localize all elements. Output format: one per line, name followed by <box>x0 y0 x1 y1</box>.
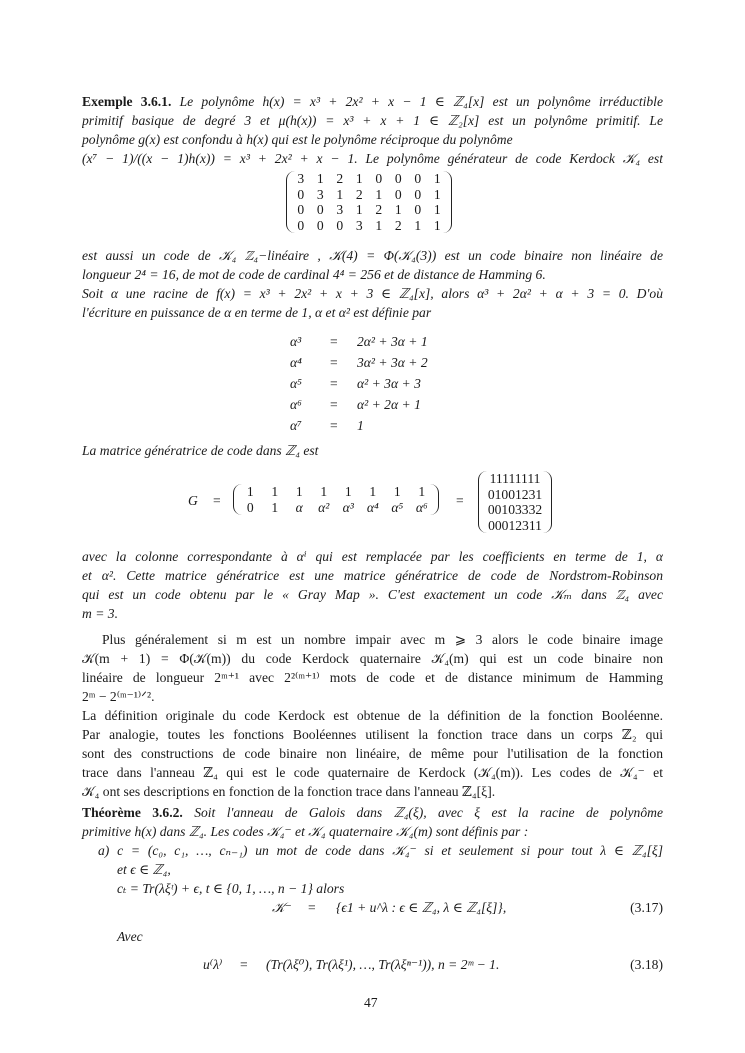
matrix-cell: 3 <box>355 217 363 233</box>
equation-number: (3.18) <box>630 957 663 972</box>
alpha-power-rhs: 1 <box>357 418 364 433</box>
alpha-power-rhs: α² + 3α + 3 <box>357 376 421 391</box>
alpha-power-equals: = <box>330 355 338 370</box>
example-line: Exemple 3.6.1. Le polynôme h(x) = x³ + 2x² + x − 1 ∈ ℤ₄[x] est un polynôme irréductible <box>82 94 663 109</box>
text-line: et α². Cette matrice génératrice est une matrice génératrice de code de Nordstrom-Robinson <box>82 568 663 583</box>
matrix-row <box>291 187 447 203</box>
matrix-cell: α⁵ <box>391 499 404 515</box>
matrix-cell: 0 <box>414 171 422 186</box>
alpha-power-lhs: α⁵ <box>290 376 302 391</box>
matrix-cell: α⁶ <box>415 499 428 515</box>
matrix-row <box>482 502 548 518</box>
matrix-cell: 0 <box>336 217 344 233</box>
alpha-power-lhs: α⁷ <box>290 418 302 433</box>
matrix-cell: 1 <box>336 186 344 202</box>
matrix-cell: 1 <box>344 484 352 499</box>
alpha-power-equals: = <box>330 334 338 349</box>
matrix-cell: 1 <box>355 171 363 186</box>
matrix-cell: 0 <box>297 217 305 233</box>
text-line: est aussi un code de 𝒦₄ ℤ₄−linéaire , 𝒦(4) = Φ(𝒦₄(3)) est un code binaire non linéaire de <box>82 248 663 263</box>
matrix-row <box>238 500 434 516</box>
paragraph-line: Plus généralement si m est un nombre impair avec m ⩾ 3 alors le code binaire image <box>102 632 663 647</box>
matrix-cell: 1 <box>375 217 383 233</box>
matrix-cell: 2 <box>336 171 344 186</box>
G-matrix <box>233 484 439 515</box>
matrix-cell: 00012311 <box>488 517 542 533</box>
matrix-cell: 0 <box>414 202 422 217</box>
matrix-row <box>482 518 548 534</box>
matrix-cell: 1 <box>316 171 324 186</box>
matrix-cell: 1 <box>433 171 441 186</box>
matrix-cell: 01001231 <box>487 486 543 502</box>
paragraph-line: 𝒦(m + 1) = Φ(𝒦(m)) du code Kerdock quaternaire 𝒦₄(m) qui est un code binaire non <box>82 651 663 666</box>
matrix-cell: 2 <box>355 186 363 202</box>
matrix-cell: 0 <box>297 202 305 217</box>
matrix-cell: 1 <box>295 484 303 499</box>
text-line: l'écriture en puissance de α en terme de 1, α et α² est définie par <box>82 305 432 320</box>
eq-rel: = <box>308 900 316 915</box>
matrix-cell: 11111111 <box>489 471 541 486</box>
alpha-power-lhs: α³ <box>290 334 302 349</box>
matrix-cell: 3 <box>336 202 344 217</box>
matrix-cell: 1 <box>393 484 401 499</box>
paragraph-line: trace dans l'anneau ℤ₄ qui est le code quaternaire de Kerdock (𝒦₄(m)). Les codes de 𝒦₄⁻ et <box>82 765 663 780</box>
paragraph-line: Par analogie, toutes les fonctions Booléennes utilisent la fonction trace dans un corps ℤ₂ qui <box>82 727 663 742</box>
matrix-cell: 1 <box>246 484 254 499</box>
matrix-cell: 00103332 <box>487 502 543 517</box>
eq-rhs: {ϵ1 + u^λ : ϵ ∈ ℤ₄, λ ∈ ℤ₄[ξ]}, <box>336 900 507 915</box>
example-line: (x⁷ − 1)/((x − 1)h(x)) = x³ + 2x² + x − 1. Le polynôme générateur de code Kerdock 𝒦₄ est <box>82 151 663 166</box>
matrix-cell: 2 <box>394 217 402 233</box>
matrix-cell: 1 <box>433 202 441 217</box>
theorem-item-a: et ϵ ∈ ℤ₄, <box>117 862 171 877</box>
theorem-item-a: a) c = (c₀, c₁, …, cₙ₋₁) un mot de code dans 𝒦₄⁻ si et seulement si pour tout λ ∈ ℤ₄[ξ] <box>98 843 663 858</box>
text-line: La matrice génératrice de code dans ℤ₄ est <box>82 443 319 458</box>
matrix-cell: 1 <box>369 484 377 499</box>
text-line: longueur 2⁴ = 16, de mot de code de cardinal 4⁴ = 256 et de distance de Hamming 6. <box>82 267 546 282</box>
matrix-cell: 3 <box>297 171 305 186</box>
paragraph-line: La définition originale du code Kerdock est obtenue de la définition de la fonction Booléenne. <box>82 708 663 723</box>
G-label: G <box>188 493 198 508</box>
generator-matrix <box>286 171 452 233</box>
matrix-cell: 0 <box>375 171 383 186</box>
alpha-power-equals: = <box>330 418 338 433</box>
alpha-power-lhs: α⁴ <box>290 355 302 370</box>
matrix-cell: 1 <box>355 202 363 217</box>
paragraph-line: 2ᵐ − 2⁽ᵐ⁻¹⁾ᐟ². <box>82 689 155 704</box>
alpha-power-rhs: α² + 2α + 1 <box>357 397 421 412</box>
matrix-cell: 1 <box>433 186 441 202</box>
equation-number: (3.17) <box>630 900 663 915</box>
matrix-row <box>291 218 447 234</box>
theorem-line: primitive h(x) dans ℤ₄. Les codes 𝒦₄⁻ et 𝒦₄ quaternaire 𝒦₄(m) sont définis par : <box>82 824 529 839</box>
matrix-cell: 1 <box>271 484 279 499</box>
eq-rel: = <box>240 957 248 972</box>
matrix-cell: 0 <box>316 202 324 217</box>
paragraph-line: 𝒦₄ ont ses descriptions en fonction de la fonction trace dans l'anneau ℤ₄[ξ]. <box>82 784 496 799</box>
matrix-cell: 1 <box>418 484 426 499</box>
matrix-cell: 1 <box>320 484 328 499</box>
theorem-label: Théorème 3.6.2. <box>82 805 183 820</box>
matrix-cell: 0 <box>394 186 402 202</box>
matrix-cell: 1 <box>414 217 422 233</box>
matrix-cell: 1 <box>271 499 279 515</box>
eq-lhs: u⁽λ⁾ <box>203 957 223 972</box>
matrix-row <box>291 171 447 187</box>
matrix-cell: 0 <box>394 171 402 186</box>
text-line: m = 3. <box>82 606 118 621</box>
eq-lhs: 𝒦⁻ <box>272 900 292 915</box>
matrix-cell: 0 <box>316 217 324 233</box>
matrix-cell: 1 <box>375 186 383 202</box>
matrix-cell: 0 <box>414 186 422 202</box>
theorem-item-a: cₜ = Tr(λξᵗ) + ϵ, t ∈ {0, 1, …, n − 1} alors <box>117 881 345 896</box>
page-number: 47 <box>364 995 378 1010</box>
theorem-line: Théorème 3.6.2. Soit l'anneau de Galois dans ℤ₄(ξ), avec ξ est la racine de polynôme <box>82 805 663 820</box>
matrix-cell: 1 <box>433 217 441 233</box>
alpha-power-rhs: 2α² + 3α + 1 <box>357 334 428 349</box>
equals-sign: = <box>456 493 464 508</box>
matrix-cell: 0 <box>246 499 254 515</box>
matrix-cell: α⁴ <box>366 499 379 515</box>
alpha-power-rhs: 3α² + 3α + 2 <box>357 355 428 370</box>
matrix-cell: 3 <box>316 186 324 202</box>
text-line: qui est un code obtenu par le « Gray Map ». C'est exactement un code 𝒦ₘ dans ℤ₄ avec <box>82 587 663 602</box>
matrix-row <box>291 202 447 218</box>
matrix-row <box>238 484 434 500</box>
equals-sign: = <box>213 493 221 508</box>
paragraph-line: sont des constructions de code binaire non linéaire, de même pour l'utilisation de la fonction <box>82 746 663 761</box>
text-line: Soit α une racine de f(x) = x³ + 2x² + x + 3 ∈ ℤ₄[x], alors α³ + 2α² + α + 3 = 0. D'où <box>82 286 663 301</box>
G-binary-matrix <box>478 471 552 533</box>
matrix-cell: 2 <box>375 202 383 217</box>
alpha-power-equals: = <box>330 376 338 391</box>
alpha-power-lhs: α⁶ <box>290 397 302 412</box>
matrix-cell: α² <box>318 499 330 515</box>
eq-rhs: (Tr(λξ⁰), Tr(λξ¹), …, Tr(λξⁿ⁻¹)), n = 2ᵐ − 1. <box>266 957 500 972</box>
example-label: Exemple 3.6.1. <box>82 94 172 109</box>
matrix-row <box>482 471 548 487</box>
example-line: primitif basique de degré 3 et μ(h(x)) = x³ + x + 1 ∈ ℤ₂[x] est un polynôme primitif. Le <box>82 113 663 128</box>
matrix-cell: 0 <box>297 186 305 202</box>
text-line: avec la colonne correspondante à αⁱ qui est remplacée par les coefficients en terme de 1, α <box>82 549 663 564</box>
paragraph-line: linéaire de longueur 2ᵐ⁺¹ avec 2²⁽ᵐ⁺¹⁾ mots de code et de distance minimum de Hamming <box>82 670 663 685</box>
example-line: polynôme g(x) est confondu à h(x) qui est le polynôme réciproque du polynôme <box>82 132 513 147</box>
matrix-row <box>482 487 548 503</box>
matrix-cell: α³ <box>342 499 354 515</box>
alpha-power-equals: = <box>330 397 338 412</box>
matrix-cell: α <box>295 499 303 515</box>
matrix-cell: 1 <box>394 202 402 217</box>
avec-label: Avec <box>117 929 143 944</box>
